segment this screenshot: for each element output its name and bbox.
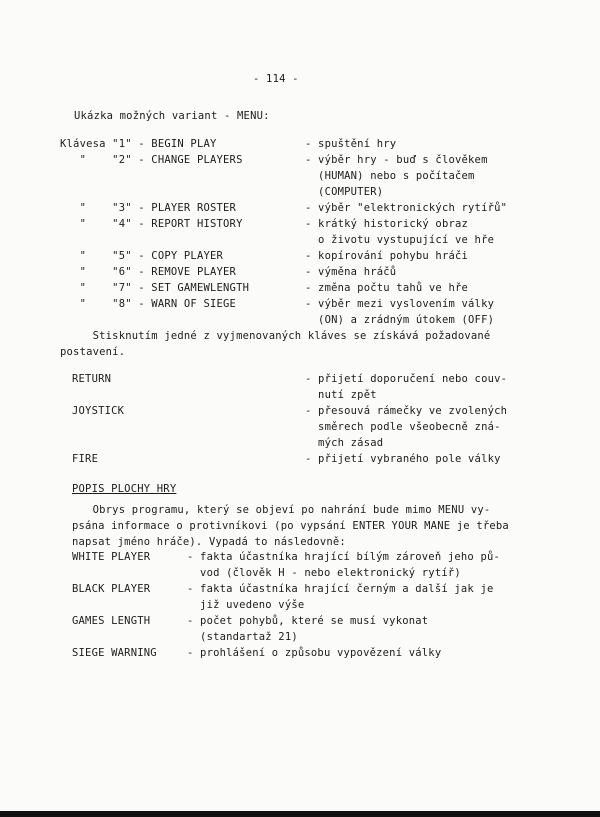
field-desc: - prohlášení o způsobu vypovězení války [187, 647, 442, 659]
menu-key-7: " "7" - SET GAMEWLENGTH [60, 282, 250, 294]
menu-desc-6: - výměna hráčů [305, 266, 397, 278]
field-desc: - fakta účastníka hrající černým a další jak je [187, 583, 494, 595]
menu-desc-7: - změna počtu tahů ve hře [305, 282, 469, 294]
menu-desc-4: - krátký historický obraz [305, 218, 469, 230]
menu-key-2: " "2" - CHANGE PLAYERS [60, 154, 243, 166]
control-key-return: RETURN [72, 373, 112, 385]
section-title: POPIS PLOCHY HRY [72, 483, 177, 495]
control-desc: směrech podle všeobecně zná- [305, 421, 501, 433]
control-desc: - přijetí vybraného pole války [305, 453, 501, 465]
menu-desc-1: - spuštění hry [305, 138, 397, 150]
control-desc: mých zásad [305, 437, 384, 449]
control-desc: nutí zpět [305, 389, 377, 401]
control-desc: - přijetí doporučení nebo couv- [305, 373, 508, 385]
menu-key-6: " "6" - REMOVE PLAYER [60, 266, 237, 278]
menu-key-3: " "3" - PLAYER ROSTER [60, 202, 237, 214]
menu-desc-8: - výběr mezi vyslovením války [305, 298, 495, 310]
menu-key-4: " "4" - REPORT HISTORY [60, 218, 243, 230]
intro-line: Ukázka možných variant - MENU: [74, 110, 270, 122]
paragraph-line: postavení. [60, 346, 126, 358]
field-key-siege-warning: SIEGE WARNING [72, 647, 157, 659]
menu-key-1: Klávesa "1" - BEGIN PLAY [60, 138, 217, 150]
field-desc: - počet pohybů, které se musí vykonat [187, 615, 429, 627]
control-key-joystick: JOYSTICK [72, 405, 125, 417]
control-key-fire: FIRE [72, 453, 99, 465]
menu-key-8: " "8" - WARN OF SIEGE [60, 298, 237, 310]
menu-desc-4: o životu vystupující ve hře [305, 234, 495, 246]
field-key-games-length: GAMES LENGTH [72, 615, 151, 627]
page-number: - 114 - [253, 73, 299, 85]
menu-desc-5: - kopírování pohybu hráči [305, 250, 469, 262]
field-desc: vod (člověk H - nebo elektronický rytíř) [187, 567, 461, 579]
paragraph-line: psána informace o protivníkovi (po vypsání ENTER YOUR MANE je třeba [72, 520, 509, 532]
field-key-black-player: BLACK PLAYER [72, 583, 151, 595]
paragraph-line: Stisknutím jedné z vyjmenovaných kláves se získává požadované [60, 330, 491, 342]
menu-desc-2: (HUMAN) nebo s počítačem [305, 170, 475, 182]
control-desc: - přesouvá rámečky ve zvolených [305, 405, 508, 417]
menu-desc-3: - výběr "elektronických rytířů" [305, 202, 508, 214]
field-desc: - fakta účastníka hrající bílým zároveň jeho pů- [187, 551, 501, 563]
paragraph-line: napsat jméno hráče). Vypadá to následovně: [72, 536, 346, 548]
menu-desc-2: (COMPUTER) [305, 186, 384, 198]
menu-desc-8: (ON) a zrádným útokem (OFF) [305, 314, 495, 326]
scan-edge-bar [0, 811, 600, 817]
field-desc: již uvedeno výše [187, 599, 305, 611]
field-desc: (standartaž 21) [187, 631, 298, 643]
menu-key-5: " "5" - COPY PLAYER [60, 250, 224, 262]
field-key-white-player: WHITE PLAYER [72, 551, 151, 563]
menu-desc-2: - výběr hry - buď s člověkem [305, 154, 488, 166]
paragraph-line: Obrys programu, který se objeví po nahrání bude mimo MENU vy- [60, 504, 491, 516]
